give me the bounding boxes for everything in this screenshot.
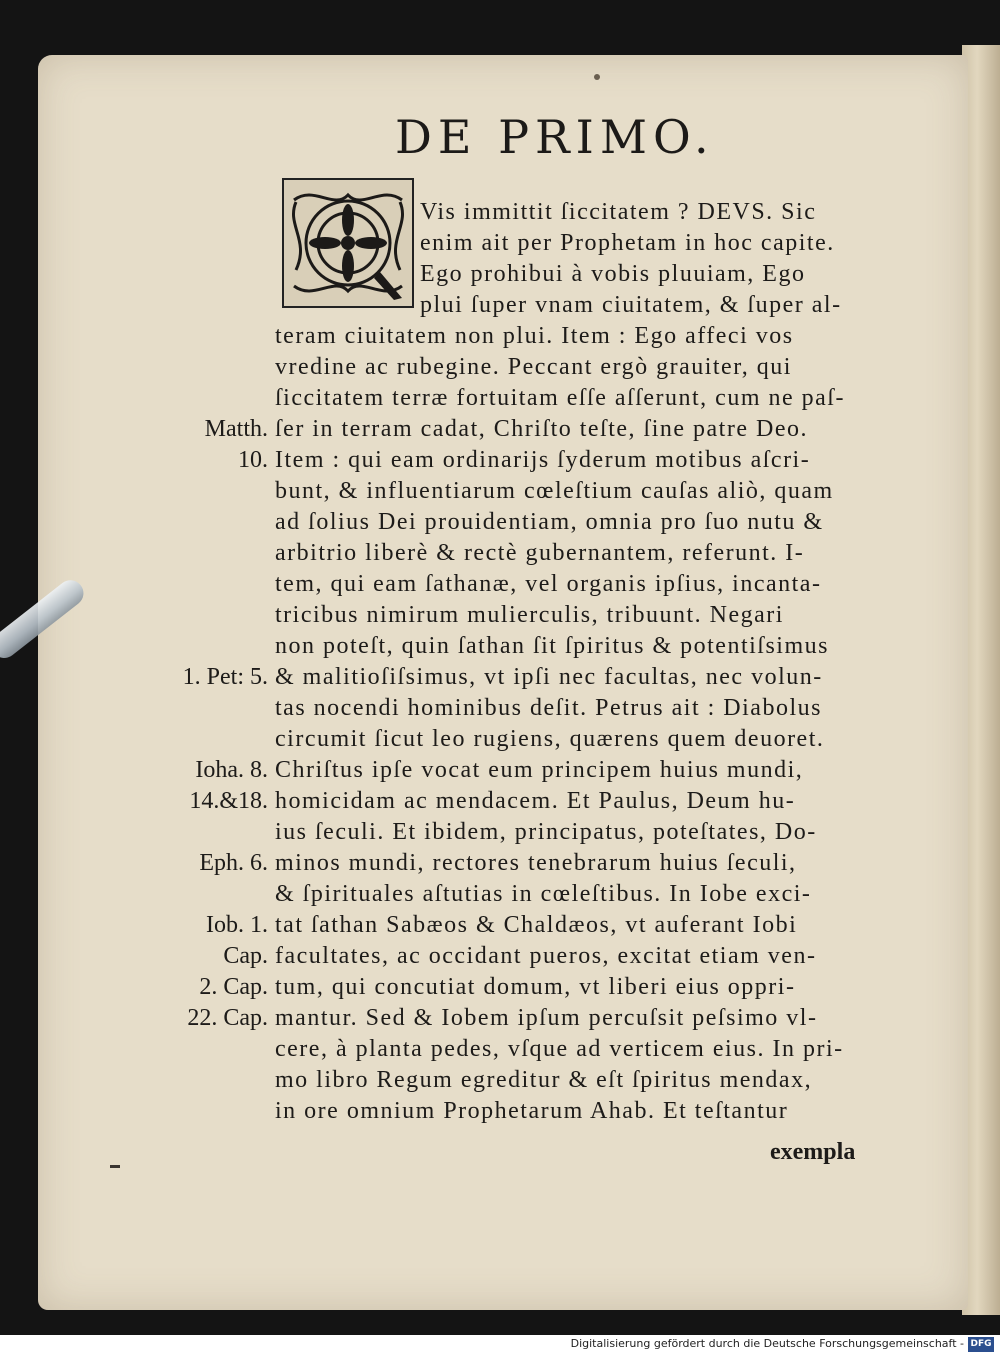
- text-line: facultates, ac occidant pueros, excitat etiam ven-: [275, 943, 817, 969]
- dfg-logo: DFG: [968, 1337, 994, 1352]
- text-line: bunt, & influentiarum cœleſtium cauſas aliò, quam: [275, 478, 834, 504]
- text-line: non poteſt, quin ſathan ſit ſpiritus & potentiſsimus: [275, 633, 829, 659]
- text-line: ſer in terram cadat, Chriſto teſte, ſine patre Deo.: [275, 416, 808, 442]
- footer-credit: Digitalisierung gefördert durch die Deutsche Forschungsgemeinschaft -: [570, 1337, 964, 1350]
- text-line: tat ſathan Sabæos & Chaldæos, vt auferant Iobi: [275, 912, 798, 938]
- decorated-initial-q: [282, 178, 414, 308]
- margin-note: Matth.: [204, 416, 268, 442]
- ornament-icon: [284, 180, 412, 306]
- page-heading: DE PRIMO.: [395, 110, 715, 164]
- ink-mark: [110, 1165, 120, 1168]
- text-line: & malitioſiſsimus, vt ipſi nec facultas, nec volun-: [275, 664, 823, 690]
- text-line: plui ſuper vnam ciuitatem, & ſuper al-: [420, 292, 842, 318]
- margin-note: Iob. 1.: [206, 912, 268, 938]
- footer-bar: [0, 1335, 1000, 1355]
- text-line: teram ciuitatem non plui. Item : Ego affeci vos: [275, 323, 794, 349]
- margin-note: 1. Pet: 5.: [182, 664, 268, 690]
- margin-note: 2. Cap.: [199, 974, 268, 1000]
- text-line: ſiccitatem terræ fortuitam eſſe aſſerunt, cum ne paſ-: [275, 385, 845, 411]
- text-line: enim ait per Prophetam in hoc capite.: [420, 230, 835, 256]
- text-line: mo libro Regum egreditur & eſt ſpiritus mendax,: [275, 1067, 813, 1093]
- text-line: Item : qui eam ordinarijs ſyderum motibus aſcri-: [275, 447, 811, 473]
- text-line: tem, qui eam ſathanæ, vel organis ipſius, incanta-: [275, 571, 822, 597]
- text-line: & ſpirituales aſtutias in cœleſtibus. In Iobe exci-: [275, 881, 812, 907]
- margin-note: 14.&18.: [189, 788, 268, 814]
- text-line: circumit ſicut leo rugiens, quærens quem deuoret.: [275, 726, 825, 752]
- margin-note: 22. Cap.: [187, 1005, 268, 1031]
- catchword: exempla: [770, 1139, 856, 1165]
- text-line: homicidam ac mendacem. Et Paulus, Deum hu-: [275, 788, 796, 814]
- text-line: in ore omnium Prophetarum Ahab. Et teſtantur: [275, 1098, 789, 1124]
- text-line: vredine ac rubegine. Peccant ergò grauiter, qui: [275, 354, 792, 380]
- text-line: minos mundi, rectores tenebrarum huius ſeculi,: [275, 850, 797, 876]
- text-line: mantur. Sed & Iobem ipſum percuſsit peſsimo vl-: [275, 1005, 818, 1031]
- text-line: ius ſeculi. Et ibidem, principatus, poteſtates, Do-: [275, 819, 817, 845]
- text-line: Chriſtus ipſe vocat eum principem huius mundi,: [275, 757, 804, 783]
- text-line: tas nocendi hominibus deſit. Petrus ait : Diabolus: [275, 695, 822, 721]
- text-line: Ego prohibui à vobis pluuiam, Ego: [420, 261, 806, 287]
- text-line: cere, à planta pedes, vſque ad verticem eius. In pri-: [275, 1036, 844, 1062]
- margin-note: Ioha. 8.: [195, 757, 268, 783]
- margin-note: Eph. 6.: [199, 850, 268, 876]
- margin-note: 10.: [238, 447, 268, 473]
- text-line: ad ſolius Dei prouidentiam, omnia pro ſuo nutu &: [275, 509, 824, 535]
- text-line: arbitrio liberè & rectè gubernantem, referunt. I-: [275, 540, 805, 566]
- page-dot: [594, 74, 600, 80]
- text-line: tum, qui concutiat domum, vt liberi eius oppri-: [275, 974, 796, 1000]
- margin-note: Cap.: [223, 943, 268, 969]
- text-line: tricibus nimirum mulierculis, tribuunt. Negari: [275, 602, 784, 628]
- text-line: Vis immittit ſiccitatem ? DEVS. Sic: [420, 199, 817, 225]
